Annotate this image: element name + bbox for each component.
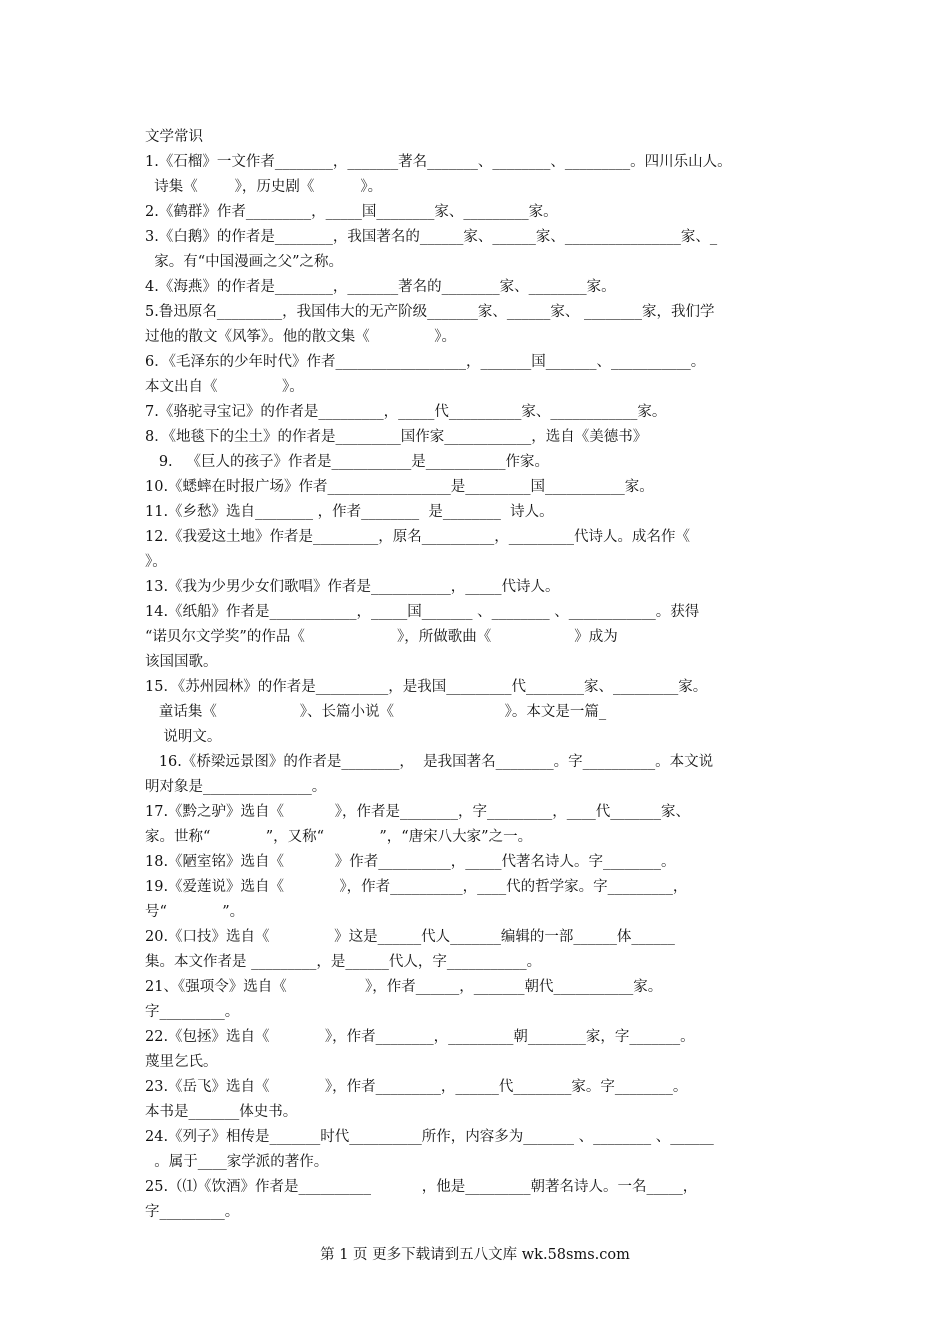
question-line: 11.《乡愁》选自________ ，作者________ 是________ 诗人。	[145, 504, 554, 520]
question-line: 18.《陋室铭》选自《 》作者__________，_____代著名诗人。字________。	[145, 854, 676, 870]
question-line: 15．《苏州园林》的作者是__________，是我国_________代________家、_________家。	[145, 679, 708, 695]
question-line: 过他的散文《风筝》。他的散文集《 》。	[145, 329, 457, 345]
question-line: 21、《强项令》选自《 》，作者______，_______朝代___________家。	[145, 979, 663, 995]
question-line: 17.《黔之驴》选自《 》，作者是________，字_________，____代_______家、	[145, 804, 691, 820]
question-line: 明对象是_______________。	[145, 779, 327, 795]
question-line: 6．《毛泽东的少年时代》作者__________________，_______国_______、___________。	[145, 354, 706, 370]
question-line: 家。世称“ ”，又称“ ”，“唐宋八大家”之一。	[145, 829, 533, 845]
question-line: 集。本文作者是 _________，是______代人，字___________。	[145, 954, 542, 970]
question-line: 3.《白鹅》的作者是________，我国著名的______家、______家、________________家、_	[145, 229, 718, 245]
question-line: 。属于____家学派的著作。	[145, 1154, 329, 1170]
question-line: 24.《列子》相传是_______时代__________所作，内容多为_______ 、________ 、______	[145, 1129, 714, 1145]
question-line: 诗集《 》，历史剧《 》。	[145, 179, 383, 195]
question-line: 25.（⑴《饮酒》作者是__________ ，他是_________朝著名诗人。一名_____，	[145, 1179, 698, 1195]
question-line: 字_________。	[145, 1204, 240, 1220]
question-line: 家。有“中国漫画之父”之称。	[145, 254, 344, 270]
question-line: 5.鲁迅原名_________，我国伟大的无产阶级_______家、______家、 ________家，我们学	[145, 304, 715, 320]
question-line: 本书是_______体史书。	[145, 1104, 298, 1120]
question-line: 8．《地毯下的尘土》的作者是_________国作家____________，选自《美德书》	[145, 429, 648, 445]
question-line: 4.《海燕》的作者是________，_______著名的________家、________家。	[145, 279, 616, 295]
question-line: “诺贝尔文学奖”的作品《 》，所做歌曲《 》成为	[145, 629, 618, 645]
question-line: 19.《爱莲说》选自《 》，作者__________，____代的哲学家。字_________，	[145, 879, 688, 895]
question-line: 12.《我爱这土地》作者是_________，原名__________，_________代诗人。成名作《	[145, 529, 691, 545]
question-line: 9. 《巨人的孩子》作者是___________是___________作家。	[145, 454, 549, 470]
question-line: 7.《骆驼寻宝记》的作者是_________，_____代__________家、____________家。	[145, 404, 667, 420]
question-line: 蔑里乞氏。	[145, 1054, 218, 1070]
question-line: 20.《口技》选自《 》这是______代人_______编辑的一部______体______	[145, 929, 675, 945]
question-line: 16.《桥梁远景图》的作者是________， 是我国著名________。字__________。本文说	[145, 754, 714, 770]
question-line: 13.《我为少男少女们歌唱》作者是___________，_____代诗人。	[145, 579, 560, 595]
question-line: 说明文。	[145, 729, 222, 745]
document-title: 文学常识	[145, 129, 203, 145]
question-line: 号“ ”。	[145, 904, 245, 920]
question-line: 23.《岳飞》选自《 》，作者_________，______代________家。字________。	[145, 1079, 688, 1095]
question-line: 14.《纸船》作者是____________，_____国_______ 、________ 、____________。获得	[145, 604, 700, 620]
question-line: 》。	[145, 554, 167, 570]
question-line: 本文出自《 》。	[145, 379, 304, 395]
question-line: 字_________。	[145, 1004, 240, 1020]
question-line: 该国国歌。	[145, 654, 218, 670]
question-line: 10.《蟋蟀在时报广场》作者_________________是_________国___________家。	[145, 479, 654, 495]
question-line: 1.《石榴》一文作者________，_______著名_______、________、_________。四川乐山人。	[145, 154, 732, 170]
question-line: 2.《鹤群》作者_________，_____国________家、_________家。	[145, 204, 558, 220]
question-line: 童话集《 》、长篇小说《 》。本文是一篇_	[145, 704, 607, 720]
page-footer: 第 1 页 更多下载请到五八文库 wk.58sms.com	[320, 1247, 630, 1263]
question-line: 22.《包拯》选自《 》，作者________，_________朝________家，字_______。	[145, 1029, 695, 1045]
